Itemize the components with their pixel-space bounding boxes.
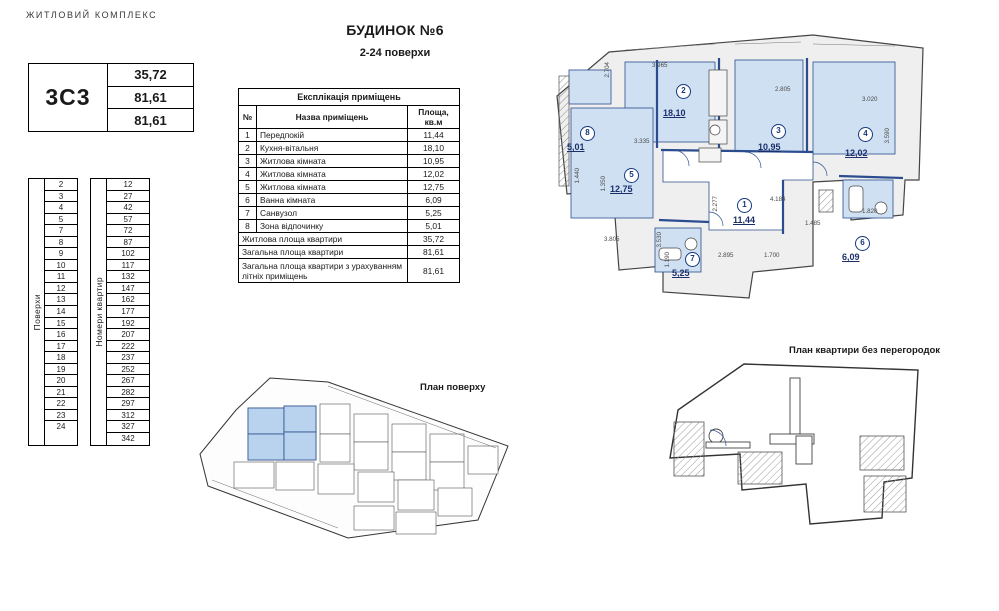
explication-table [238,88,460,283]
room-area-cell: 10,95 [408,155,460,168]
table-row [239,220,460,233]
table-row [239,194,460,207]
floor-number-cell: 8 [45,237,77,249]
flat-number-cell: 342 [121,434,135,444]
floors-and-flats-tables [28,178,150,446]
dimension-label: 1.485 [805,220,821,227]
brand-logo: ЖИТЛОВИЙ КОМПЛЕКС [26,10,158,20]
room-number-cell: 4 [239,168,257,181]
apartment-type-areas [107,64,193,131]
room-area-cell: 12,75 [408,181,460,194]
dimension-label: 1.700 [764,252,780,259]
room-area-cell: 6,09 [408,194,460,207]
floor-number-cell: 9 [45,248,77,260]
floor-number-cell: 3 [45,191,77,203]
table-total-row [239,233,460,246]
floor-number-cell: 13 [45,294,77,306]
table-total-row [239,259,460,283]
floor-number-cell: 4 [45,202,77,214]
room-number-cell: 3 [239,155,257,168]
room-marker-2: 2 [676,84,691,99]
total-name-cell: Загальна площа квартири [239,246,408,259]
flat-number-cell: 267 [107,375,149,387]
flat-number-cell: 147 [107,283,149,295]
explication-title: Експлікація приміщень [239,89,460,106]
floor-number-cell: 11 [45,271,77,283]
flat-number-cell: 297 [107,398,149,410]
floor-number-cell: 23 [45,410,77,422]
flat-number-cell: 57 [107,214,149,226]
room-area-cell: 11,44 [408,129,460,142]
room-number-cell: 8 [239,220,257,233]
room-name-cell: Зона відпочинку [257,220,408,233]
room-marker-7: 7 [685,252,700,267]
room-name-cell: Кухня-вітальня [257,142,408,155]
apartment-type-box [28,63,194,132]
floor-plan-drawing [178,368,528,548]
table-row [239,155,460,168]
table-row [239,168,460,181]
dimension-label: 1.350 [600,176,607,192]
room-number-cell: 7 [239,207,257,220]
floor-number-cell: 16 [45,329,77,341]
floors-table-header [29,179,45,445]
table-row [239,142,460,155]
page-subtitle: 2-24 поверхи [359,47,431,59]
col-header-area: Площа, кв.м [408,106,460,129]
flats-table-header-label: Номери квартир [93,276,104,347]
dimension-label: 3.965 [652,62,668,69]
table-row [239,181,460,194]
floor-number-cell: 14 [45,306,77,318]
floor-number-cell: 20 [45,375,77,387]
room-area-cell: 5,01 [408,220,460,233]
floor-number-cell: 5 [45,214,77,226]
flat-number-cell: 327 [107,421,149,433]
room-area-cell: 12,02 [408,168,460,181]
apartment-plan-svg [513,30,933,300]
floor-plan-label: План поверху [420,382,486,393]
total-area-cell: 81,61 [408,246,460,259]
dimension-label: 2.895 [718,252,734,259]
floors-table [28,178,78,446]
room-marker-6: 6 [855,236,870,251]
room-area-8: 5,01 [567,142,585,152]
room-area-cell: 18,10 [408,142,460,155]
room-number-cell: 1 [239,129,257,142]
dimension-label: 1.820 [862,208,878,215]
floor-number-cell: 17 [45,341,77,353]
floor-number-cell: 7 [45,225,77,237]
floor-number-cell: 22 [45,398,77,410]
room-name-cell: Ванна кімната [257,194,408,207]
room-number-cell: 6 [239,194,257,207]
flat-number-cell: 252 [107,364,149,376]
flat-number-cell: 312 [107,410,149,422]
flat-number-cell: 117 [107,260,149,272]
floor-number-cell: 10 [45,260,77,272]
room-name-cell: Житлова кімната [257,181,408,194]
flat-number-cell: 222 [107,341,149,353]
floors-table-column [45,179,77,445]
floor-number-cell: 21 [45,387,77,399]
floor-number-cell: 12 [45,283,77,295]
flats-table-column [107,179,149,445]
room-area-1: 11,44 [733,215,756,225]
room-name-cell: Санвузол [257,207,408,220]
apartment-plan [513,30,933,300]
total-name-cell: Загальна площа квартири з урахуванням літніх приміщень [239,259,408,283]
dimension-label: 3.020 [862,96,878,103]
flat-number-cell: 207 [107,329,149,341]
table-row [239,129,460,142]
type-area-living: 35,72 [134,67,167,83]
flat-number-cell: 87 [107,237,149,249]
room-area-6: 6,09 [842,252,860,262]
dimension-label: 2.704 [604,62,611,78]
room-area-5: 12,75 [610,184,633,194]
room-name-cell: Передпокій [257,129,408,142]
total-area-cell: 81,61 [408,259,460,283]
flat-number-cell: 282 [107,387,149,399]
flat-number-cell: 177 [107,306,149,318]
table-total-row [239,246,460,259]
type-area-total-summer: 81,61 [108,108,193,131]
room-area-7: 5,25 [672,268,690,278]
flat-number-cell: 162 [107,294,149,306]
room-marker-5: 5 [624,168,639,183]
dimension-label: 1.440 [574,168,581,184]
dimension-label: 3.530 [656,232,663,248]
flat-number-cell: 12 [107,179,149,191]
room-name-cell: Житлова кімната [257,155,408,168]
total-area-cell: 35,72 [408,233,460,246]
dimension-label: 3.805 [604,236,620,243]
flat-number-cell: 72 [107,225,149,237]
dimension-label: 3.335 [634,138,650,145]
total-name-cell: Житлова площа квартири [239,233,408,246]
flat-number-cell: 42 [107,202,149,214]
room-marker-1: 1 [737,198,752,213]
room-marker-8: 8 [580,126,595,141]
flat-number-cell: 132 [107,271,149,283]
no-partitions-plan-label: План квартири без перегородок [789,345,941,356]
dimension-label: 2.805 [775,86,791,93]
room-marker-4: 4 [858,127,873,142]
dimension-label: 1.190 [664,252,671,268]
col-header-name: Назва приміщень [257,106,408,129]
floor-number-cell: 2 [45,179,77,191]
flat-number-cell: 192 [107,318,149,330]
room-number-cell: 5 [239,181,257,194]
room-area-2: 18,10 [663,108,686,118]
no-partitions-plan [650,358,940,558]
room-area-4: 12,02 [845,148,868,158]
floor-number-cell: 15 [45,318,77,330]
type-area-total: 81,61 [108,86,193,109]
floor-plan-svg [178,368,528,548]
explication-header-row [239,106,460,129]
flat-number-cell: 237 [107,352,149,364]
floor-number-cell: 24 [56,422,66,432]
flat-number-cell: 27 [107,191,149,203]
apartment-type-code: 3С3 [45,84,91,110]
flats-table-header [91,179,107,445]
room-marker-3: 3 [771,124,786,139]
flats-table [90,178,150,446]
col-header-num: № [239,106,257,129]
floors-table-header-label: Поверхи [31,293,42,330]
no-partitions-svg [650,358,940,558]
floor-number-cell: 19 [45,364,77,376]
dimension-label: 3.590 [884,128,891,144]
table-row [239,207,460,220]
explication-title-row [239,89,460,106]
room-area-cell: 5,25 [408,207,460,220]
room-area-3: 10,95 [758,142,781,152]
room-name-cell: Житлова кімната [257,168,408,181]
floor-number-cell: 18 [45,352,77,364]
dimension-label: 2.277 [712,196,719,212]
dimension-label: 4.184 [770,196,786,203]
room-number-cell: 2 [239,142,257,155]
page-title: БУДИНОК №6 [346,22,444,38]
flat-number-cell: 102 [107,248,149,260]
